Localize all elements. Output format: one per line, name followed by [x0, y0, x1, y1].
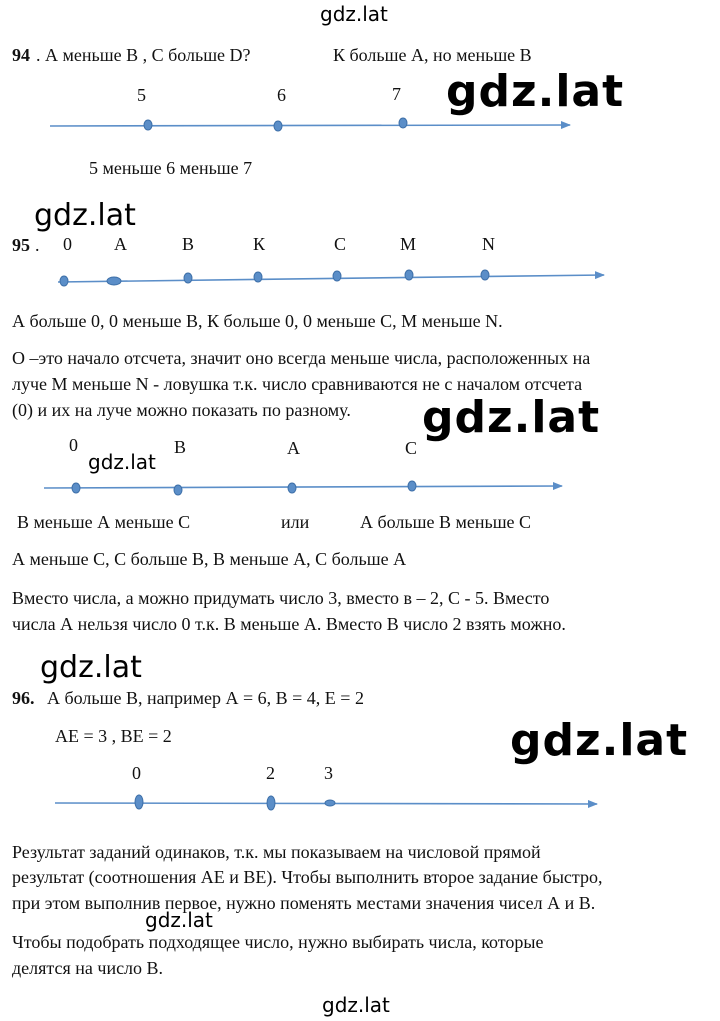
axis-label: 7 [392, 84, 401, 104]
axis-label: 3 [324, 763, 333, 783]
problem-question: К больше А, но меньше В [333, 45, 532, 65]
point [267, 796, 275, 810]
point [481, 270, 489, 280]
axis-label: M [400, 234, 417, 254]
axis-label: 2 [266, 763, 275, 783]
watermark: gdz.lat [40, 650, 142, 685]
axis-label: 5 [137, 85, 146, 105]
axis-label: В [174, 437, 187, 457]
problem-question: . А меньше В , С больше D? [36, 45, 251, 65]
watermark: gdz.lat [422, 392, 601, 443]
point [72, 483, 80, 493]
point [184, 273, 192, 283]
point [107, 277, 121, 285]
axis-label: С [405, 438, 418, 458]
problem-number: 94 [12, 45, 30, 65]
text-line: АЕ = 3 , ВЕ = 2 [55, 726, 172, 746]
text-line: О –это начало отсчета, значит оно всегда меньше числа, расположенных на [12, 348, 591, 368]
text-line: или [281, 512, 310, 532]
point [405, 270, 413, 280]
point [288, 483, 296, 493]
result-line: 5 меньше 6 меньше 7 [89, 158, 253, 178]
text-line: луче М меньше N - ловушка т.к. число сравниваются не с началом отсчета [12, 374, 583, 394]
watermark: gdz.lat [34, 198, 136, 233]
axis-label: 0 [69, 435, 78, 455]
point [333, 271, 341, 281]
number-line-95 [58, 270, 604, 286]
axis-label: А [287, 438, 300, 458]
number-line-96 [55, 795, 597, 810]
text-line: А больше В, например А = 6, В = 4, Е = 2 [47, 688, 364, 708]
number-line-95b [44, 481, 562, 495]
watermark-bottom: gdz.lat [322, 993, 390, 1017]
watermark: gdz.lat [446, 66, 625, 117]
watermark-top: gdz.lat [320, 2, 388, 26]
number-line-94 [50, 118, 570, 131]
axis-label: К [253, 234, 266, 254]
axis-label: N [482, 234, 495, 254]
text-line: В меньше А меньше С [17, 512, 191, 532]
watermark: gdz.lat [88, 450, 156, 474]
problem-number: 96. [12, 688, 35, 708]
point [408, 481, 416, 491]
problem-number: 95 [12, 235, 30, 255]
point [144, 120, 152, 130]
text-line: при этом выполнив первое, нужно поменять местами значения чисел А и В. [12, 893, 596, 913]
point [399, 118, 407, 128]
text-line: А больше 0, 0 меньше В, К больше 0, 0 меньше С, М меньше N. [12, 311, 503, 331]
problem-dot: . [35, 235, 40, 255]
watermark: gdz.lat [510, 715, 689, 766]
point [254, 272, 262, 282]
text-line: результат (соотношения АЕ и ВЕ). Чтобы выполнить второе задание быстро, [12, 867, 603, 887]
point [274, 121, 282, 131]
text-line: числа А нельзя число 0 т.к. В меньше А. Вместо В число 2 взять можно. [12, 614, 566, 634]
axis-label: 6 [277, 85, 286, 105]
point [174, 485, 182, 495]
text-line: Результат заданий одинаков, т.к. мы показываем на числовой прямой [12, 842, 541, 862]
axis-label: A [114, 234, 127, 254]
text-line: Чтобы подобрать подходящее число, нужно выбирать числа, которые [12, 932, 544, 952]
axis-label: 0 [132, 763, 141, 783]
point [60, 276, 68, 286]
text-line: А больше В меньше С [360, 512, 532, 532]
text-line: Вместо числа, а можно придумать число 3, вместо в – 2, С - 5. Вместо [12, 588, 550, 608]
text-line: А меньше С, С больше В, В меньше А, С больше А [12, 549, 407, 569]
text-line: (0) и их на луче можно показать по разному. [12, 400, 351, 420]
point [135, 795, 143, 809]
axis-label: C [334, 234, 347, 254]
axis-label: B [182, 234, 195, 254]
text-line: делятся на число В. [12, 958, 164, 978]
point [325, 800, 335, 806]
watermark: gdz.lat [145, 908, 213, 932]
axis-label: 0 [63, 234, 72, 254]
